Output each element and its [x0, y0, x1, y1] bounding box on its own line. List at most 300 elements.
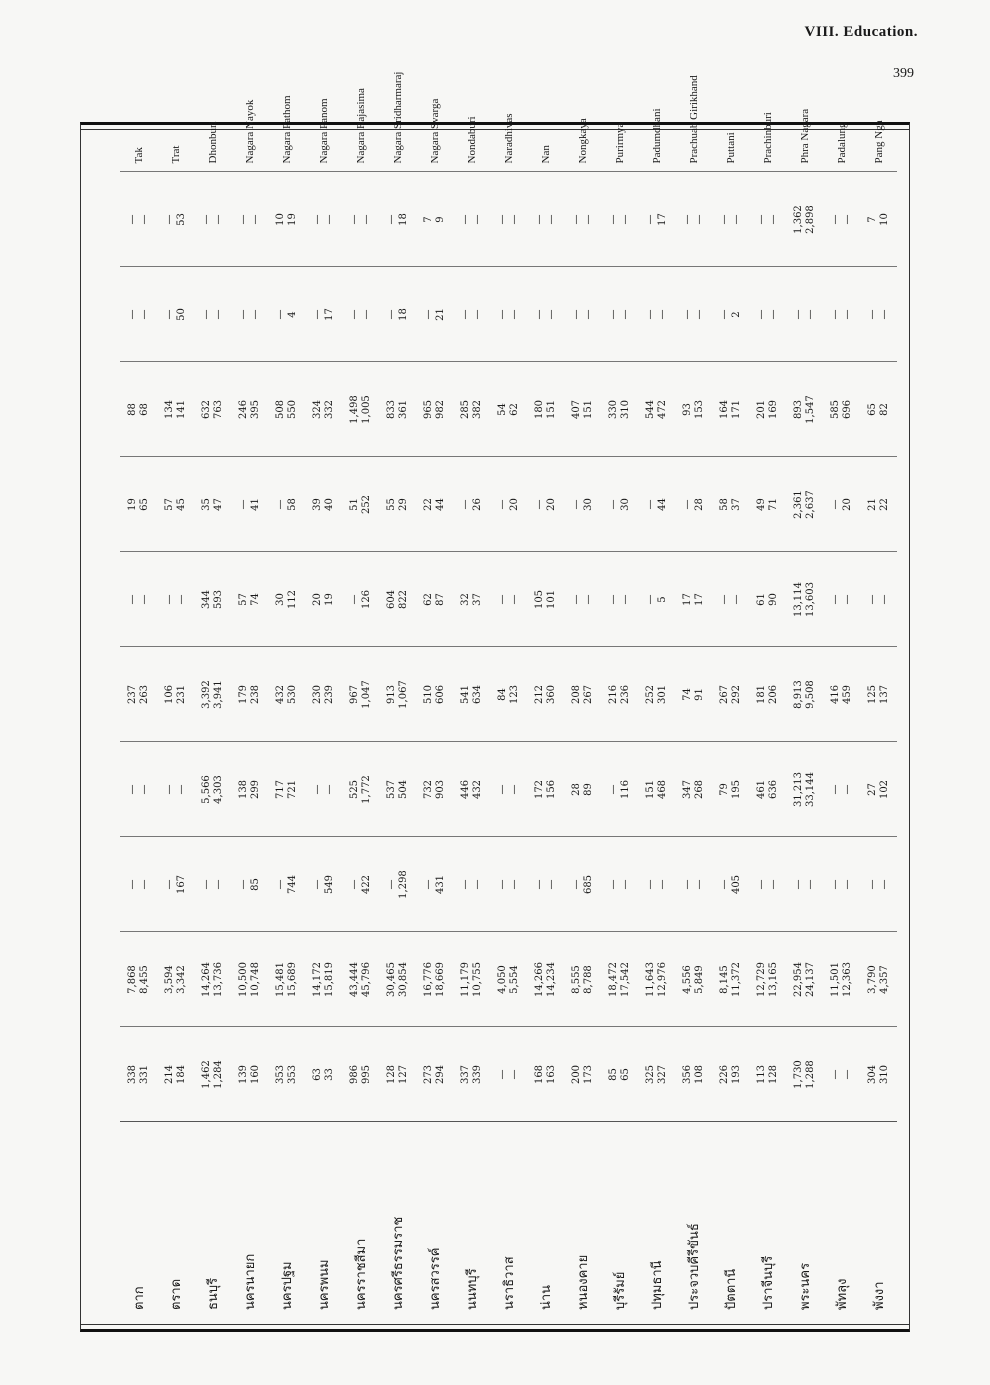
value-year-2: —: [138, 784, 150, 795]
value-year-2: —: [730, 214, 742, 225]
value-year-1: —: [312, 309, 323, 320]
value-year-1: —: [386, 214, 397, 225]
value-year-1: —: [719, 214, 730, 225]
value-cell: [342, 837, 379, 932]
value-cell: [453, 267, 490, 362]
value-year-1: 8,145: [719, 965, 730, 994]
value-cell: [749, 267, 786, 362]
value-year-2: 332: [323, 399, 335, 420]
value-year-1: —: [645, 214, 656, 225]
value-year-2: 20: [508, 498, 520, 511]
value-cell: [564, 172, 601, 267]
value-cell: [416, 1027, 453, 1122]
value-year-2: 108: [693, 1064, 705, 1085]
table-row: [675, 22, 712, 1322]
value-year-2: 236: [619, 684, 631, 705]
value-cell: [638, 172, 675, 267]
value-year-2: 1,047: [360, 680, 372, 709]
value-cell: [675, 647, 712, 742]
value-year-2: 151: [545, 399, 557, 420]
value-cell: [157, 457, 194, 552]
province-thai-name: นครศรีธรรมราช: [379, 1122, 416, 1322]
value-cell: [638, 362, 675, 457]
value-cell: [379, 552, 416, 647]
value-year-1: 212: [534, 684, 545, 705]
value-year-2: 62: [508, 403, 520, 416]
value-year-1: 347: [682, 779, 693, 800]
value-year-2: —: [841, 309, 853, 320]
value-year-1: —: [127, 594, 138, 605]
value-year-2: 24,137: [804, 962, 816, 997]
value-cell: [712, 742, 749, 837]
value-cell: [786, 1027, 823, 1122]
value-year-1: —: [534, 879, 545, 890]
value-cell: [453, 457, 490, 552]
value-year-1: 7: [867, 216, 878, 223]
value-cell: [712, 267, 749, 362]
table-row: [305, 22, 342, 1322]
value-year-1: 18,472: [608, 962, 619, 997]
province-english-name: Nagara Sridharmaraj: [379, 22, 416, 172]
value-cell: [120, 362, 157, 457]
value-year-2: —: [656, 879, 668, 890]
value-cell: [638, 932, 675, 1027]
value-cell: [638, 742, 675, 837]
value-cell: [453, 837, 490, 932]
value-year-2: —: [619, 879, 631, 890]
value-year-2: 153: [693, 399, 705, 420]
value-year-2: 8,455: [138, 965, 150, 994]
province-thai-name: น่าน: [527, 1122, 564, 1322]
value-year-2: 721: [286, 779, 298, 800]
value-year-2: 550: [286, 399, 298, 420]
value-year-2: 4,357: [878, 965, 890, 994]
value-year-1: —: [571, 594, 582, 605]
value-year-2: 44: [656, 498, 668, 511]
value-year-1: —: [571, 214, 582, 225]
value-year-1: 285: [460, 399, 471, 420]
value-cell: [268, 647, 305, 742]
value-year-2: 301: [656, 684, 668, 705]
table-row: [268, 22, 305, 1322]
value-cell: [564, 742, 601, 837]
value-year-1: —: [164, 784, 175, 795]
value-year-1: —: [497, 214, 508, 225]
province-english-name: Nagara Panom: [305, 22, 342, 172]
value-year-1: —: [497, 309, 508, 320]
value-year-1: 84: [497, 688, 508, 701]
value-year-2: —: [360, 309, 372, 320]
value-year-2: 169: [767, 399, 779, 420]
table-row: [194, 22, 231, 1322]
value-year-1: 181: [756, 684, 767, 705]
value-year-2: 504: [397, 779, 409, 800]
value-year-1: 544: [645, 399, 656, 420]
value-year-2: 267: [582, 684, 594, 705]
value-cell: [342, 362, 379, 457]
value-year-2: 982: [434, 399, 446, 420]
value-year-1: 113: [756, 1064, 767, 1085]
value-cell: [786, 172, 823, 267]
value-year-1: —: [756, 309, 767, 320]
value-cell: [564, 932, 601, 1027]
province-english-name: Padumdhani: [638, 22, 675, 172]
value-year-1: —: [645, 879, 656, 890]
value-year-2: 431: [434, 874, 446, 895]
value-year-1: 338: [127, 1064, 138, 1085]
value-cell: [712, 552, 749, 647]
value-year-1: —: [275, 499, 286, 510]
value-year-2: —: [619, 594, 631, 605]
value-year-1: 208: [571, 684, 582, 705]
value-cell: [231, 457, 268, 552]
value-year-1: —: [793, 879, 804, 890]
value-year-1: —: [201, 214, 212, 225]
value-year-2: 20: [545, 498, 557, 511]
value-cell: [786, 267, 823, 362]
value-year-2: 763: [212, 399, 224, 420]
value-cell: [194, 837, 231, 932]
value-year-1: —: [682, 499, 693, 510]
value-year-1: 164: [719, 399, 730, 420]
value-cell: [194, 1027, 231, 1122]
value-cell: [231, 362, 268, 457]
value-cell: [527, 457, 564, 552]
value-year-2: —: [508, 309, 520, 320]
table-row: [823, 22, 860, 1322]
value-year-1: 179: [238, 684, 249, 705]
value-cell: [194, 362, 231, 457]
value-cell: [194, 172, 231, 267]
value-year-1: 14,172: [312, 962, 323, 997]
value-year-1: —: [238, 499, 249, 510]
province-english-name: Nondaburi: [453, 22, 490, 172]
province-english-name: Nongkaya: [564, 22, 601, 172]
value-year-2: 268: [693, 779, 705, 800]
value-cell: [823, 647, 860, 742]
value-year-2: 47: [212, 498, 224, 511]
value-year-2: 74: [249, 593, 261, 606]
value-year-1: —: [127, 879, 138, 890]
value-year-2: —: [175, 784, 187, 795]
province-thai-name: ปทุมธานี: [638, 1122, 675, 1322]
value-year-2: 65: [619, 1068, 631, 1081]
value-year-2: 634: [471, 684, 483, 705]
value-cell: [712, 932, 749, 1027]
value-cell: [231, 1027, 268, 1122]
value-cell: [527, 552, 564, 647]
value-year-1: 330: [608, 399, 619, 420]
value-cell: [157, 362, 194, 457]
value-year-1: 17: [682, 593, 693, 606]
value-year-1: —: [423, 309, 434, 320]
value-cell: [379, 1027, 416, 1122]
value-year-2: 3,941: [212, 680, 224, 709]
value-year-2: —: [656, 309, 668, 320]
value-year-2: 17: [656, 213, 668, 226]
value-year-1: 31,213: [793, 772, 804, 807]
value-year-1: —: [497, 594, 508, 605]
value-cell: [305, 172, 342, 267]
value-year-1: 57: [238, 593, 249, 606]
province-english-name: Dhonburi: [194, 22, 231, 172]
value-cell: [490, 1027, 527, 1122]
table-row: [786, 22, 823, 1322]
value-cell: [268, 837, 305, 932]
value-cell: [675, 1027, 712, 1122]
value-year-1: 19: [127, 498, 138, 511]
value-year-1: 337: [460, 1064, 471, 1085]
value-year-1: —: [164, 879, 175, 890]
value-cell: [823, 932, 860, 1027]
value-year-1: 21: [867, 498, 878, 511]
value-cell: [527, 362, 564, 457]
value-year-2: 128: [767, 1064, 779, 1085]
value-year-1: 407: [571, 399, 582, 420]
value-year-1: 16,776: [423, 962, 434, 997]
value-year-1: 15,481: [275, 962, 286, 997]
value-cell: [601, 742, 638, 837]
value-year-2: 239: [323, 684, 335, 705]
table-row: [638, 22, 675, 1322]
value-cell: [823, 267, 860, 362]
value-year-2: 18: [397, 213, 409, 226]
value-cell: [453, 362, 490, 457]
value-year-1: —: [608, 309, 619, 320]
value-year-1: 30,465: [386, 962, 397, 997]
value-cell: [379, 267, 416, 362]
value-cell: [712, 1027, 749, 1122]
value-year-2: 472: [656, 399, 668, 420]
value-year-2: 68: [138, 403, 150, 416]
value-cell: [490, 552, 527, 647]
value-year-2: 13,736: [212, 962, 224, 997]
value-cell: [823, 362, 860, 457]
value-cell: [749, 457, 786, 552]
value-cell: [638, 552, 675, 647]
value-cell: [231, 837, 268, 932]
value-cell: [120, 742, 157, 837]
value-year-1: 54: [497, 403, 508, 416]
value-year-2: —: [730, 594, 742, 605]
value-year-1: 353: [275, 1064, 286, 1085]
value-year-1: 74: [682, 688, 693, 701]
value-year-1: —: [830, 499, 841, 510]
value-cell: [416, 362, 453, 457]
value-year-2: 231: [175, 684, 187, 705]
value-year-2: —: [323, 214, 335, 225]
value-year-1: —: [830, 214, 841, 225]
value-year-2: 4: [286, 311, 298, 318]
value-year-1: —: [423, 879, 434, 890]
value-cell: [379, 362, 416, 457]
value-cell: [231, 172, 268, 267]
value-cell: [749, 647, 786, 742]
value-cell: [786, 742, 823, 837]
value-cell: [305, 552, 342, 647]
value-year-1: —: [830, 594, 841, 605]
value-year-1: —: [830, 309, 841, 320]
value-year-1: —: [830, 1069, 841, 1080]
value-year-2: —: [878, 309, 890, 320]
province-thai-name: ตราด: [157, 1122, 194, 1322]
value-cell: [453, 932, 490, 1027]
value-year-1: 11,643: [645, 962, 656, 997]
value-year-1: —: [793, 309, 804, 320]
value-cell: [860, 742, 897, 837]
value-cell: [342, 172, 379, 267]
value-cell: [638, 457, 675, 552]
value-cell: [564, 647, 601, 742]
province-english-name: Nagara Rajasima: [342, 22, 379, 172]
value-year-1: —: [756, 214, 767, 225]
table-row: [453, 22, 490, 1322]
province-thai-name: บุรีรัมย์: [601, 1122, 638, 1322]
value-year-2: 685: [582, 874, 594, 895]
value-year-1: 541: [460, 684, 471, 705]
value-cell: [194, 742, 231, 837]
value-year-1: 32: [460, 593, 471, 606]
province-english-name: Prachuab Girikhand: [675, 22, 712, 172]
value-year-2: 173: [582, 1064, 594, 1085]
value-year-1: 20: [312, 593, 323, 606]
value-year-2: 184: [175, 1064, 187, 1085]
value-cell: [268, 362, 305, 457]
province-thai-name: ปัตตานี: [712, 1122, 749, 1322]
value-cell: [453, 1027, 490, 1122]
value-cell: [157, 1027, 194, 1122]
value-year-1: 273: [423, 1064, 434, 1085]
value-cell: [305, 362, 342, 457]
value-year-2: —: [508, 879, 520, 890]
value-year-1: —: [238, 309, 249, 320]
value-cell: [379, 932, 416, 1027]
province-thai-name: พระนคร: [786, 1122, 823, 1322]
value-year-2: —: [693, 309, 705, 320]
value-year-2: 17,542: [619, 962, 631, 997]
value-year-1: —: [386, 879, 397, 890]
value-year-1: 416: [830, 684, 841, 705]
value-year-2: 141: [175, 399, 187, 420]
value-cell: [416, 172, 453, 267]
value-cell: [490, 837, 527, 932]
value-year-1: 106: [164, 684, 175, 705]
value-year-1: 344: [201, 589, 212, 610]
value-cell: [786, 362, 823, 457]
value-cell: [860, 647, 897, 742]
province-english-name: Nagara Pathom: [268, 22, 305, 172]
province-thai-name: นครสวรรค์: [416, 1122, 453, 1322]
value-cell: [379, 837, 416, 932]
value-year-1: 10: [275, 213, 286, 226]
value-year-1: —: [312, 784, 323, 795]
value-year-1: —: [534, 309, 545, 320]
table-row: [527, 22, 564, 1322]
value-year-2: 10: [878, 213, 890, 226]
value-year-2: 20: [841, 498, 853, 511]
value-cell: [675, 362, 712, 457]
value-cell: [675, 457, 712, 552]
value-cell: [268, 742, 305, 837]
value-year-2: 45: [175, 498, 187, 511]
value-year-1: 11,501: [830, 962, 841, 997]
value-cell: [564, 1027, 601, 1122]
value-year-1: 252: [645, 684, 656, 705]
value-cell: [860, 267, 897, 362]
value-cell: [342, 1027, 379, 1122]
value-year-2: 17: [693, 593, 705, 606]
value-year-2: 1,005: [360, 395, 372, 424]
value-year-1: 304: [867, 1064, 878, 1085]
value-cell: [490, 172, 527, 267]
value-year-1: 180: [534, 399, 545, 420]
value-year-1: 43,444: [349, 962, 360, 997]
value-year-1: 1,362: [793, 205, 804, 234]
value-year-2: 9,508: [804, 680, 816, 709]
value-year-2: 339: [471, 1064, 483, 1085]
value-year-2: —: [804, 879, 816, 890]
value-year-2: 1,772: [360, 775, 372, 804]
table-row: [379, 22, 416, 1322]
value-cell: [305, 837, 342, 932]
value-cell: [712, 362, 749, 457]
value-year-1: 88: [127, 403, 138, 416]
value-year-1: 172: [534, 779, 545, 800]
value-year-1: 62: [423, 593, 434, 606]
value-year-2: 1,284: [212, 1060, 224, 1089]
value-year-2: 90: [767, 593, 779, 606]
value-year-1: 39: [312, 498, 323, 511]
value-year-2: 2: [730, 311, 742, 318]
value-year-2: 112: [286, 589, 298, 610]
table-row: [860, 22, 897, 1322]
value-year-2: —: [841, 784, 853, 795]
value-year-2: —: [508, 784, 520, 795]
value-cell: [490, 267, 527, 362]
value-year-2: —: [582, 309, 594, 320]
value-cell: [342, 932, 379, 1027]
value-year-1: —: [830, 879, 841, 890]
value-year-1: 4,050: [497, 965, 508, 994]
value-cell: [416, 457, 453, 552]
value-cell: [823, 837, 860, 932]
value-cell: [453, 647, 490, 742]
table-row: [120, 22, 157, 1322]
value-cell: [231, 552, 268, 647]
value-year-2: 310: [878, 1064, 890, 1085]
table-row: [231, 22, 268, 1322]
value-year-2: 1,547: [804, 395, 816, 424]
value-cell: [601, 552, 638, 647]
value-year-1: 139: [238, 1064, 249, 1085]
value-year-2: —: [619, 214, 631, 225]
value-cell: [490, 932, 527, 1027]
value-cell: [305, 647, 342, 742]
value-cell: [157, 267, 194, 362]
value-cell: [638, 1027, 675, 1122]
value-year-2: 4,303: [212, 775, 224, 804]
value-year-1: 27: [867, 783, 878, 796]
value-year-2: —: [212, 879, 224, 890]
value-year-2: 163: [545, 1064, 557, 1085]
province-thai-name: ตาก: [120, 1122, 157, 1322]
value-cell: [416, 552, 453, 647]
value-year-2: 156: [545, 779, 557, 800]
value-cell: [342, 267, 379, 362]
value-year-1: —: [349, 309, 360, 320]
value-cell: [416, 647, 453, 742]
value-year-1: 446: [460, 779, 471, 800]
